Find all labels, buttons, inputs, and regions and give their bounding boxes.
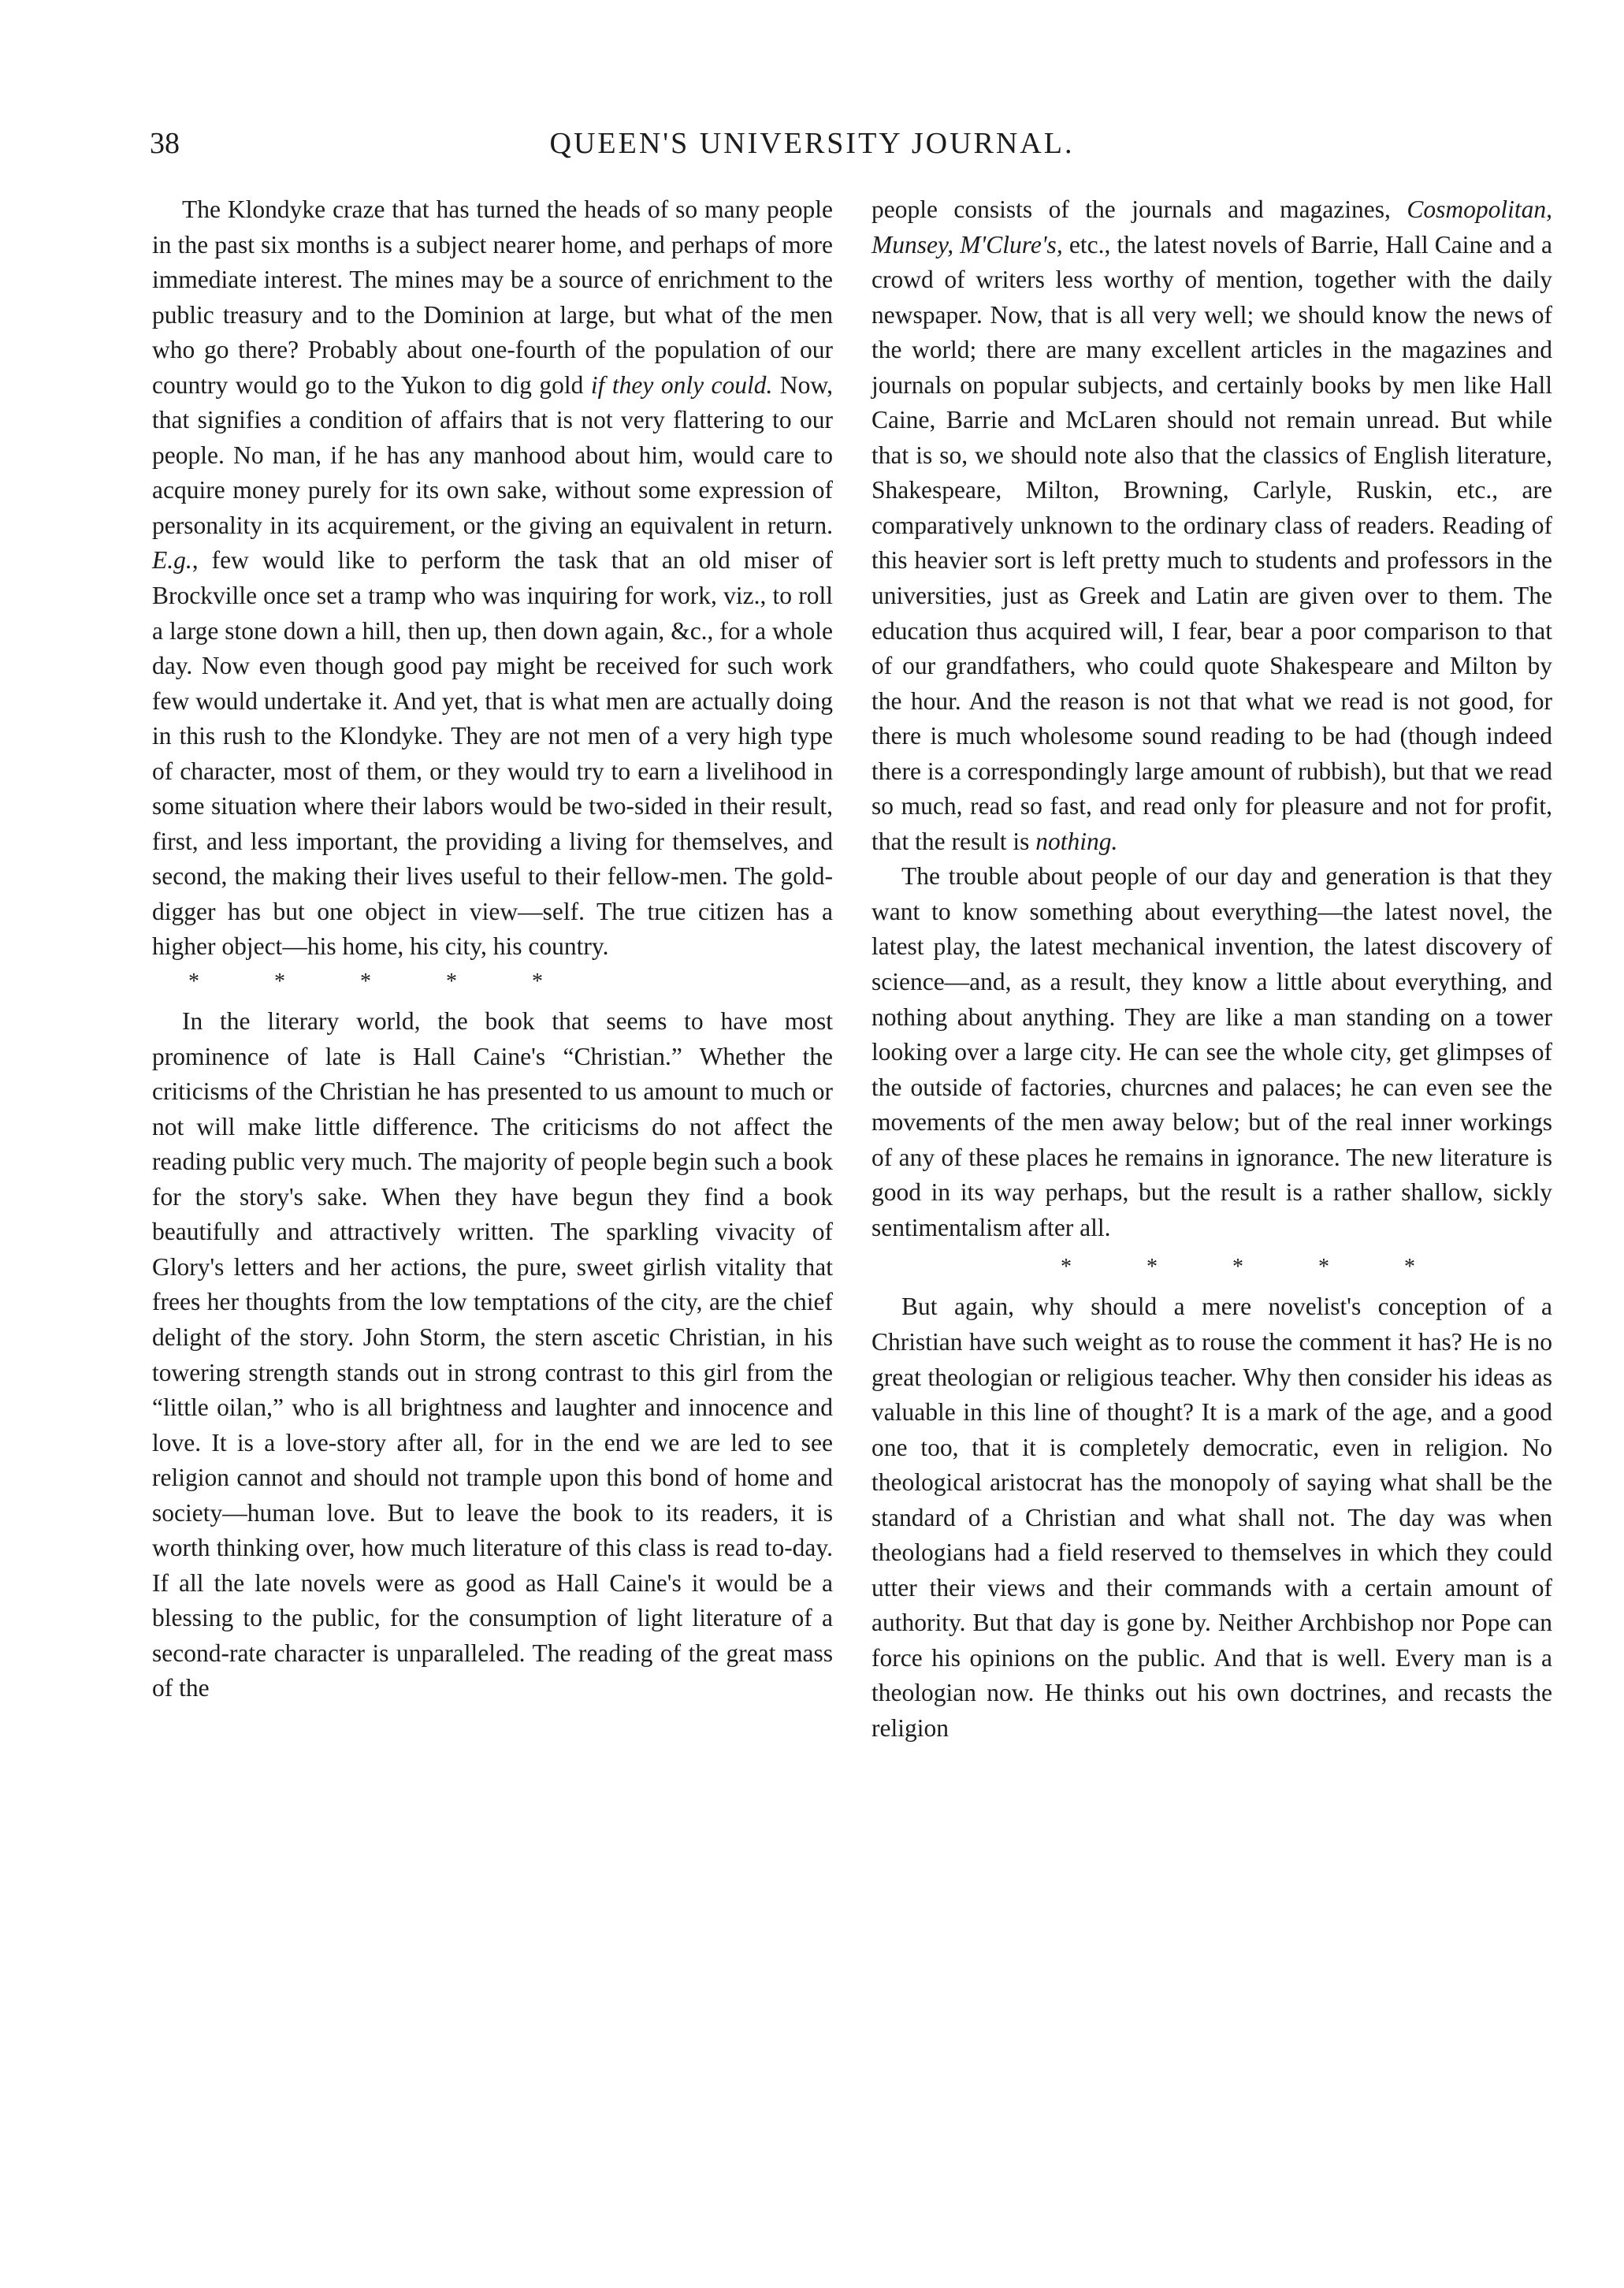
magazine-titles: Cosmopolitan, Munsey, M'Clure's, [871,195,1552,259]
reading-paragraph [871,192,1552,859]
reading-text-1: people consists of the journals and magazines, [871,195,1407,223]
novelist-paragraph: But again, why should a mere novelist's conception of a Christian have such weight as to rouse the comment it has? He is no great theologian or religious teacher. Why then consider his ideas as valuable in this line of thought? It is a mark of the age, and a good one too, that it is completely democratic, even in religion. No theological aristocrat has the monopoly of saying what shall be the standard of a Christian and what shall not. The day was when theologians had a field reserved to themselves in which they could utter their views and their commands with a certain amount of authority. But that day is gone by. Neither Archbishop nor Pope can force his opinions on the public. And that is well. Every man is a theologian now. He thinks out his own doctrines, and recasts the religion [871,1293,1552,1742]
hall-caine-paragraph: In the literary world, the book that seems to have most prominence of late is Hall Caine's “Christian.” Whether the criticisms of the Christian he has presented to us amount to much or not will make little difference. The criticisms do not affect the reading public very much. The majority of people begin such a book for the story's sake. When they have begun they find a book beautifully and attractively written. The sparkling vivacity of Glory's letters and her actions, the pure, sweet girlish vitality that frees her thoughts from the low temptations of the city, are the chief delight of the story. John Storm, the stern ascetic Christian, in his towering strength stands out in strong contrast to this girl from the “little oilan,” who is all brightness and laughter and innocence and love. It is a love-story after all, for in the end we are led to see religion cannot and should not trample upon this bond of home and society—human love. But to leave the book to its readers, it is worth thinking over, how much literature of this class is read to-day. If all the late novels were as good as Hall Caine's it would be a blessing to the public, for the consumption of light literature of a second-rate character is unparalleled. The reading of the great mass of the [152,1007,833,1702]
klondyke-paragraph [152,192,833,965]
klondyke-italic-phrase: if they only could. [590,370,773,399]
reading-text-2: etc., the latest novels of Barrie, Hall Caine and a crowd of writers less worthy of mention, together with the daily newspaper. Now, that is all very well; we should know the news of the world; there are many excellent articles in the magazines and journals on popular subjects, and certainly books by men like Hall Caine, Barrie and McLaren should not remain unread. But while that is so, we should note also that the classics of English literature, Shakespeare, Milton, Browning, Carlyle, Ruskin, etc., are comparatively unknown to the ordinary class of readers. Reading of this heavier sort is left pretty much to students and professors in the universities, just as Greek and Latin are given over to them. The education thus acquired will, I fear, bear a poor comparison to that of our grandfathers, who could quote Shakespeare and Milton by the hour. And the reason is not that what we read is not good, for there is much wholesome sound reading to be had (though indeed there is a correspondingly large amount of rubbish), but that we read so much, read so fast, and read only for pleasure and not for profit, that the result is [871,230,1553,855]
klondyke-italic-eg: E.g. [152,546,192,575]
klondyke-text-2: Now, that signifies a condition of affairs that is not very flattering to our people. No man, if he has any manhood about him, would care to acquire money purely for its own sake, without some expression of personality in its acquirement, or the giving an equivalent in return. [152,370,834,539]
right-column [871,192,1552,1747]
left-column [152,192,833,1706]
page-number: 38 [150,127,180,160]
nothing-italic: nothing. [1035,827,1118,855]
klondyke-text-3: , few would like to perform the task that an old miser of Brockville once set a tramp who was inquiring for work, viz., to roll a large stone down a hill, then up, then down again, &c., for a whole day. Now even though good pay might be received for such work few would undertake it. And yet, that is what men are actually doing in this rush to the Klondyke. They are not men of a very high type of character, most of them, or they would try to earn a livelihood in some situation where their labors would be two-sided in their result, first, and less important, the providing a living for themselves, and second, the making their lives useful to their fellow-men. The gold-digger has but one object in view—self. The true citizen has a higher object—his home, his city, his country. [152,546,833,961]
generation-paragraph: The trouble about people of our day and generation is that they want to know something about everything—the latest novel, the latest play, the latest mechanical invention, the latest discovery of science—and, as a result, they know a little about everything, and nothing about anything. They are like a man standing on a tower looking over a large city. He can see the whole city, get glimpses of the outside of factories, churcnes and palaces; he can even see the movements of the men away below; but of the real inner workings of any of these places he remains in ignorance. The new literature is good in its way perhaps, but the result is a rather shallow, sickly sentimentalism after all. [871,862,1552,1241]
section-separator-left: * * * * * [188,969,578,995]
section-separator-right: * * * * * [1061,1255,1450,1280]
journal-title: QUEEN'S UNIVERSITY JOURNAL. [549,127,1075,160]
klondyke-text-1: The Klondyke craze that has turned the heads of so many people in the past six months is a subject nearer home, and perhaps of more immediate interest. The mines may be a source of enrichment to the public treasury and to the Dominion at large, but what of the men who go there? Probably about one-fourth of the population of our country would go to the Yukon to dig gold [152,195,833,399]
